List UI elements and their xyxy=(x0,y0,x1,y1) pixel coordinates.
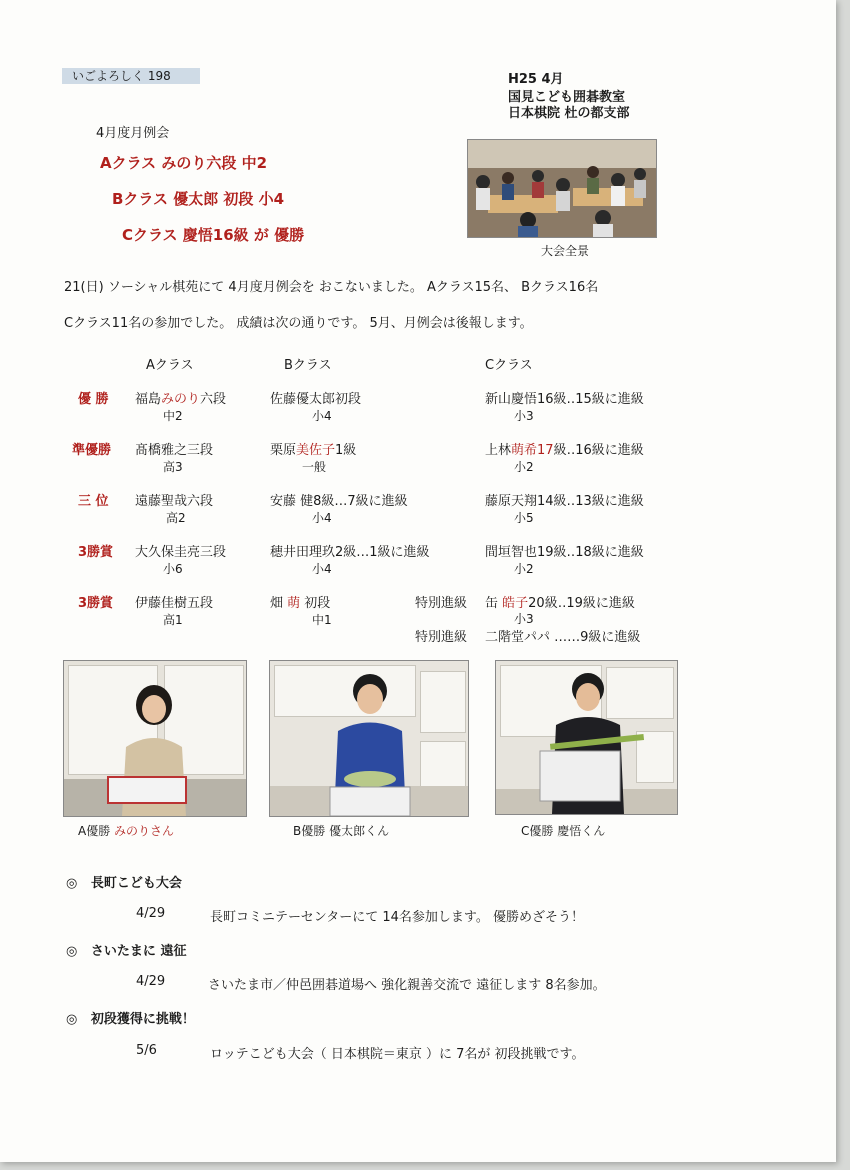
page-title: 4月度月例会 xyxy=(96,126,170,141)
c-special-label: 特別進級 xyxy=(415,596,468,611)
c-player: 間垣智也19級‥18級に進級 xyxy=(485,545,644,560)
header-c-class: Cクラス xyxy=(485,358,533,373)
tournament-scene xyxy=(468,140,656,237)
b-grade: 小4 xyxy=(312,409,332,423)
a-player: 大久保圭亮三段 xyxy=(135,545,227,560)
extra-special-label: 特別進級 xyxy=(415,630,468,645)
rank-label: 優 勝 xyxy=(78,392,109,407)
extra-special-text: 二階堂パパ ……9級に進級 xyxy=(485,630,641,645)
a-grade: 小6 xyxy=(163,562,183,576)
winner-a: Aクラス みのり六段 中2 xyxy=(100,154,268,172)
header-b-class: Bクラス xyxy=(284,358,332,373)
rank-label: 3勝賞 xyxy=(78,545,114,560)
issue-tag: いごよろしく 198 xyxy=(62,68,200,84)
c-player: 上林萌希17級‥16級に進級 xyxy=(485,443,644,458)
c-grade: 小3 xyxy=(514,612,534,626)
intro-line-1: 21(日) ソーシャル棋苑にて 4月度月例会を おこないました。 Aクラス15名、 Bクラス16名 xyxy=(64,280,599,295)
b-player: 安藤 健8級…7級に進級 xyxy=(270,494,408,509)
event-text: 長町コミニテーセンターにて 14名参加します。 優勝めざそう！ xyxy=(210,910,584,925)
b-grade: 小4 xyxy=(312,562,332,576)
person-figure xyxy=(310,669,430,816)
a-player: 福島みのり六段 xyxy=(135,392,227,407)
event-text: ロッテこども大会（ 日本棋院＝東京 ）に 7名が 初段挑戦です。 xyxy=(210,1047,585,1062)
rank-label: 三 位 xyxy=(78,494,109,509)
c-grade: 小3 xyxy=(514,409,534,423)
header-branch: 日本棋院 杜の都支部 xyxy=(508,106,630,121)
header-date: H25 4月 xyxy=(508,72,564,87)
event-date: 4/29 xyxy=(136,906,166,921)
a-grade: 高3 xyxy=(163,460,183,474)
c-grade: 小2 xyxy=(514,460,534,474)
intro-line-2: Cクラス11名の参加でした。 成績は次の通りです。 5月、月例会は後報します。 xyxy=(64,316,533,331)
a-grade: 中2 xyxy=(163,409,183,423)
rank-label: 準優勝 xyxy=(72,443,112,458)
a-grade: 高2 xyxy=(166,511,186,525)
b-grade: 中1 xyxy=(312,613,332,627)
winner-caption-b: B優勝 優太郎くん xyxy=(293,824,390,838)
b-grade: 一般 xyxy=(302,460,327,474)
bullet-icon: ◎ xyxy=(66,1012,78,1027)
b-grade: 小4 xyxy=(312,511,332,525)
c-player: 缶 皓子20級‥19級に進級 xyxy=(485,596,635,611)
person-figure xyxy=(526,667,646,814)
a-player: 遠藤聖哉六段 xyxy=(135,494,214,509)
event-text: さいたま市／仲邑囲碁道場へ 強化親善交流で 遠征します 8名参加。 xyxy=(208,978,606,993)
a-player: 伊藤佳樹五段 xyxy=(135,596,214,611)
b-player: 畑 萌 初段 xyxy=(270,596,331,611)
header-a-class: Aクラス xyxy=(146,358,194,373)
person-figure xyxy=(104,677,204,816)
c-player: 藤原天翔14級‥13級に進級 xyxy=(485,494,644,509)
winner-caption-c: C優勝 慶悟くん xyxy=(521,824,606,838)
event-heading: ◎ さいたまに 遠征 xyxy=(66,944,187,959)
b-player: 穂井田理玖2級…1級に進級 xyxy=(270,545,430,560)
winner-photo-a xyxy=(63,660,247,817)
c-player: 新山慶悟16級‥15級に進級 xyxy=(485,392,644,407)
b-player: 佐藤優太郎初段 xyxy=(270,392,362,407)
winner-photo-c xyxy=(495,660,678,815)
bullet-icon: ◎ xyxy=(66,944,78,959)
a-player: 髙橋雅之三段 xyxy=(135,443,214,458)
bullet-icon: ◎ xyxy=(66,876,78,891)
rank-label: 3勝賞 xyxy=(78,596,114,611)
tournament-photo-caption: 大会全景 xyxy=(541,244,590,258)
tournament-photo xyxy=(467,139,657,238)
event-date: 5/6 xyxy=(136,1043,157,1058)
a-grade: 高1 xyxy=(163,613,183,627)
winner-photo-b xyxy=(269,660,469,817)
c-grade: 小2 xyxy=(514,562,534,576)
event-heading: ◎ 初段獲得に挑戦！ xyxy=(66,1012,195,1027)
event-date: 4/29 xyxy=(136,974,166,989)
winner-caption-a: A優勝 みのりさん xyxy=(78,824,175,838)
b-player: 栗原美佐子1級 xyxy=(270,443,357,458)
c-grade: 小5 xyxy=(514,511,534,525)
winner-c: Cクラス 慶悟16級 が 優勝 xyxy=(122,226,305,244)
event-heading: ◎ 長町こども大会 xyxy=(66,876,182,891)
winner-b: Bクラス 優太郎 初段 小4 xyxy=(112,190,285,208)
header-org: 国見こども囲碁教室 xyxy=(508,90,626,105)
